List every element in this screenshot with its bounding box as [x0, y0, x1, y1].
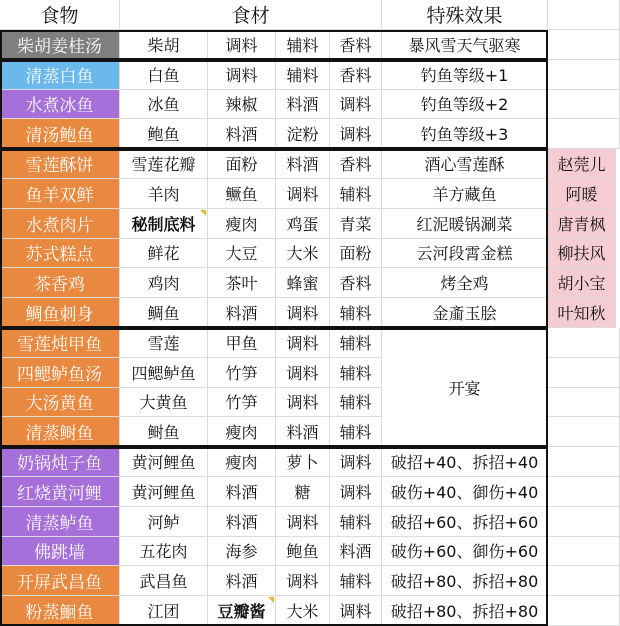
ingredient-cell[interactable]: 调料 [208, 60, 276, 90]
ingredient-cell[interactable]: 甲鱼 [208, 328, 276, 358]
ingredient-cell[interactable]: 料酒 [208, 566, 276, 596]
effect-cell[interactable]: 破招+80、拆招+80 [382, 596, 548, 626]
ingredient-cell[interactable]: 调料 [330, 596, 382, 626]
ingredient-cell[interactable]: 瘦肉 [208, 447, 276, 477]
empty-cell[interactable] [548, 60, 620, 90]
ingredient-cell[interactable]: 料酒 [208, 507, 276, 537]
dish-name[interactable]: 雪莲炖甲鱼 [0, 328, 120, 358]
ingredient-cell[interactable]: 香料 [330, 149, 382, 179]
ingredient-cell[interactable]: 海参 [208, 537, 276, 567]
ingredient-cell[interactable]: 调料 [276, 298, 330, 328]
effect-cell[interactable]: 破招+60、拆招+60 [382, 507, 548, 537]
ingredient-cell[interactable]: 大米 [276, 239, 330, 269]
ingredient-cell[interactable]: 豆瓣酱 [208, 596, 276, 626]
ingredient-cell[interactable]: 面粉 [208, 149, 276, 179]
effect-cell-merged[interactable]: 开宴 [382, 328, 548, 447]
ingredient-cell[interactable]: 秘制底料 [120, 209, 208, 239]
header-ingredients[interactable]: 食材 [120, 0, 382, 30]
ingredient-cell[interactable]: 大米 [276, 596, 330, 626]
dish-name[interactable]: 佛跳墙 [0, 537, 120, 567]
empty-cell[interactable] [548, 358, 620, 388]
effect-cell[interactable]: 钓鱼等级+1 [382, 60, 548, 90]
ingredient-cell[interactable]: 瘦肉 [208, 209, 276, 239]
ingredient-cell[interactable]: 大豆 [208, 239, 276, 269]
ingredient-cell[interactable]: 辅料 [330, 417, 382, 447]
ingredient-cell[interactable]: 料酒 [276, 90, 330, 120]
ingredient-cell[interactable]: 雪莲花瓣 [120, 149, 208, 179]
effect-cell[interactable]: 破招+80、拆招+80 [382, 566, 548, 596]
empty-cell[interactable] [548, 596, 620, 626]
ingredient-cell[interactable]: 辅料 [276, 30, 330, 60]
ingredient-cell[interactable]: 料酒 [208, 477, 276, 507]
ingredient-cell[interactable]: 黄河鲤鱼 [120, 447, 208, 477]
character-cell[interactable]: 柳扶风 [548, 239, 616, 269]
dish-name[interactable]: 清蒸鲥鱼 [0, 417, 120, 447]
ingredient-cell[interactable]: 调料 [276, 388, 330, 418]
effect-cell[interactable]: 红泥暖锅涮菜 [382, 209, 548, 239]
ingredient-cell[interactable]: 香料 [330, 30, 382, 60]
dish-name[interactable]: 雪莲酥饼 [0, 149, 120, 179]
character-cell[interactable]: 赵莞儿 [548, 149, 616, 179]
dish-name[interactable]: 四鳃鲈鱼汤 [0, 358, 120, 388]
ingredient-cell[interactable]: 鳜鱼 [208, 179, 276, 209]
header-effect[interactable]: 特殊效果 [382, 0, 548, 30]
header-food[interactable]: 食物 [0, 0, 120, 30]
ingredient-cell[interactable]: 调料 [276, 328, 330, 358]
dish-name[interactable]: 茶香鸡 [0, 268, 120, 298]
effect-cell[interactable]: 破伤+40、御伤+40 [382, 477, 548, 507]
ingredient-cell[interactable]: 料酒 [276, 149, 330, 179]
ingredient-cell[interactable]: 料酒 [330, 537, 382, 567]
ingredient-cell[interactable]: 白鱼 [120, 60, 208, 90]
dish-name[interactable]: 清蒸白鱼 [0, 60, 120, 90]
ingredient-cell[interactable]: 五花肉 [120, 537, 208, 567]
dish-name[interactable]: 清汤鲍鱼 [0, 119, 120, 149]
empty-cell[interactable] [548, 30, 620, 60]
effect-cell[interactable]: 暴风雪天气驱寒 [382, 30, 548, 60]
ingredient-cell[interactable]: 辅料 [330, 566, 382, 596]
empty-cell[interactable] [548, 447, 620, 477]
ingredient-cell[interactable]: 调料 [276, 358, 330, 388]
ingredient-cell[interactable]: 四鳃鲈鱼 [120, 358, 208, 388]
dish-name[interactable]: 水煮冰鱼 [0, 90, 120, 120]
effect-cell[interactable]: 羊方藏鱼 [382, 179, 548, 209]
ingredient-cell[interactable]: 香料 [330, 60, 382, 90]
ingredient-cell[interactable]: 料酒 [276, 417, 330, 447]
empty-cell[interactable] [548, 119, 620, 149]
ingredient-cell[interactable]: 调料 [330, 119, 382, 149]
ingredient-cell[interactable]: 江团 [120, 596, 208, 626]
effect-cell[interactable]: 烤全鸡 [382, 268, 548, 298]
header-character-empty[interactable] [548, 0, 620, 30]
ingredient-cell[interactable]: 淀粉 [276, 119, 330, 149]
ingredient-cell[interactable]: 鸡肉 [120, 268, 208, 298]
ingredient-cell[interactable]: 大黄鱼 [120, 388, 208, 418]
ingredient-cell[interactable]: 鲜花 [120, 239, 208, 269]
empty-cell[interactable] [548, 388, 620, 418]
ingredient-cell[interactable]: 辅料 [330, 179, 382, 209]
ingredient-cell[interactable]: 香料 [330, 268, 382, 298]
dish-name[interactable]: 清蒸鲈鱼 [0, 507, 120, 537]
ingredient-cell[interactable]: 辅料 [330, 328, 382, 358]
ingredient-cell[interactable]: 鲍鱼 [120, 119, 208, 149]
ingredient-cell[interactable]: 面粉 [330, 239, 382, 269]
character-cell[interactable]: 叶知秋 [548, 298, 616, 328]
effect-cell[interactable]: 破伤+60、御伤+60 [382, 537, 548, 567]
ingredient-cell[interactable]: 调料 [208, 30, 276, 60]
dish-name[interactable]: 奶锅炖子鱼 [0, 447, 120, 477]
ingredient-cell[interactable]: 青菜 [330, 209, 382, 239]
ingredient-cell[interactable]: 辅料 [330, 298, 382, 328]
empty-cell[interactable] [548, 417, 620, 447]
ingredient-cell[interactable]: 辅料 [330, 388, 382, 418]
effect-cell[interactable]: 钓鱼等级+3 [382, 119, 548, 149]
ingredient-cell[interactable]: 调料 [330, 477, 382, 507]
empty-cell[interactable] [548, 477, 620, 507]
empty-cell[interactable] [548, 328, 620, 358]
dish-name[interactable]: 鱼羊双鲜 [0, 179, 120, 209]
dish-name[interactable]: 水煮肉片 [0, 209, 120, 239]
ingredient-cell[interactable]: 调料 [330, 447, 382, 477]
ingredient-cell[interactable]: 黄河鲤鱼 [120, 477, 208, 507]
effect-cell[interactable]: 金齑玉脍 [382, 298, 548, 328]
character-cell[interactable]: 阿暖 [548, 179, 616, 209]
dish-name[interactable]: 粉蒸鮰鱼 [0, 596, 120, 626]
dish-name[interactable]: 开屏武昌鱼 [0, 566, 120, 596]
effect-cell[interactable]: 钓鱼等级+2 [382, 90, 548, 120]
effect-cell[interactable]: 云河段霄金糕 [382, 239, 548, 269]
dish-name[interactable]: 柴胡姜桂汤 [0, 30, 120, 60]
dish-name[interactable]: 大汤黄鱼 [0, 388, 120, 418]
ingredient-cell[interactable]: 调料 [276, 179, 330, 209]
ingredient-cell[interactable]: 辅料 [330, 507, 382, 537]
ingredient-cell[interactable]: 冰鱼 [120, 90, 208, 120]
ingredient-cell[interactable]: 竹笋 [208, 358, 276, 388]
ingredient-cell[interactable]: 柴胡 [120, 30, 208, 60]
ingredient-cell[interactable]: 茶叶 [208, 268, 276, 298]
ingredient-cell[interactable]: 调料 [276, 507, 330, 537]
ingredient-cell[interactable]: 竹笋 [208, 388, 276, 418]
ingredient-cell[interactable]: 鲷鱼 [120, 298, 208, 328]
dish-name[interactable]: 鲷鱼刺身 [0, 298, 120, 328]
ingredient-cell[interactable]: 辅料 [276, 60, 330, 90]
dish-name[interactable]: 苏式糕点 [0, 239, 120, 269]
ingredient-cell[interactable]: 萝卜 [276, 447, 330, 477]
empty-cell[interactable] [548, 566, 620, 596]
empty-cell[interactable] [548, 507, 620, 537]
ingredient-cell[interactable]: 蜂蜜 [276, 268, 330, 298]
ingredient-cell[interactable]: 料酒 [208, 119, 276, 149]
ingredient-cell[interactable]: 鲥鱼 [120, 417, 208, 447]
ingredient-cell[interactable]: 河鲈 [120, 507, 208, 537]
effect-cell[interactable]: 破招+40、拆招+40 [382, 447, 548, 477]
ingredient-cell[interactable]: 料酒 [208, 298, 276, 328]
effect-cell[interactable]: 酒心雪莲酥 [382, 149, 548, 179]
ingredient-cell[interactable]: 糖 [276, 477, 330, 507]
ingredient-cell[interactable]: 羊肉 [120, 179, 208, 209]
dish-name[interactable]: 红烧黄河鲤 [0, 477, 120, 507]
ingredient-cell[interactable]: 鸡蛋 [276, 209, 330, 239]
ingredient-cell[interactable]: 鲍鱼 [276, 537, 330, 567]
ingredient-cell[interactable]: 雪莲 [120, 328, 208, 358]
ingredient-cell[interactable]: 瘦肉 [208, 417, 276, 447]
empty-cell[interactable] [548, 537, 620, 567]
character-cell[interactable]: 唐青枫 [548, 209, 616, 239]
character-cell[interactable]: 胡小宝 [548, 268, 616, 298]
ingredient-cell[interactable]: 辅料 [330, 358, 382, 388]
ingredient-cell[interactable]: 调料 [276, 566, 330, 596]
ingredient-cell[interactable]: 调料 [330, 90, 382, 120]
ingredient-cell[interactable]: 武昌鱼 [120, 566, 208, 596]
ingredient-cell[interactable]: 辣椒 [208, 90, 276, 120]
empty-cell[interactable] [548, 90, 620, 120]
